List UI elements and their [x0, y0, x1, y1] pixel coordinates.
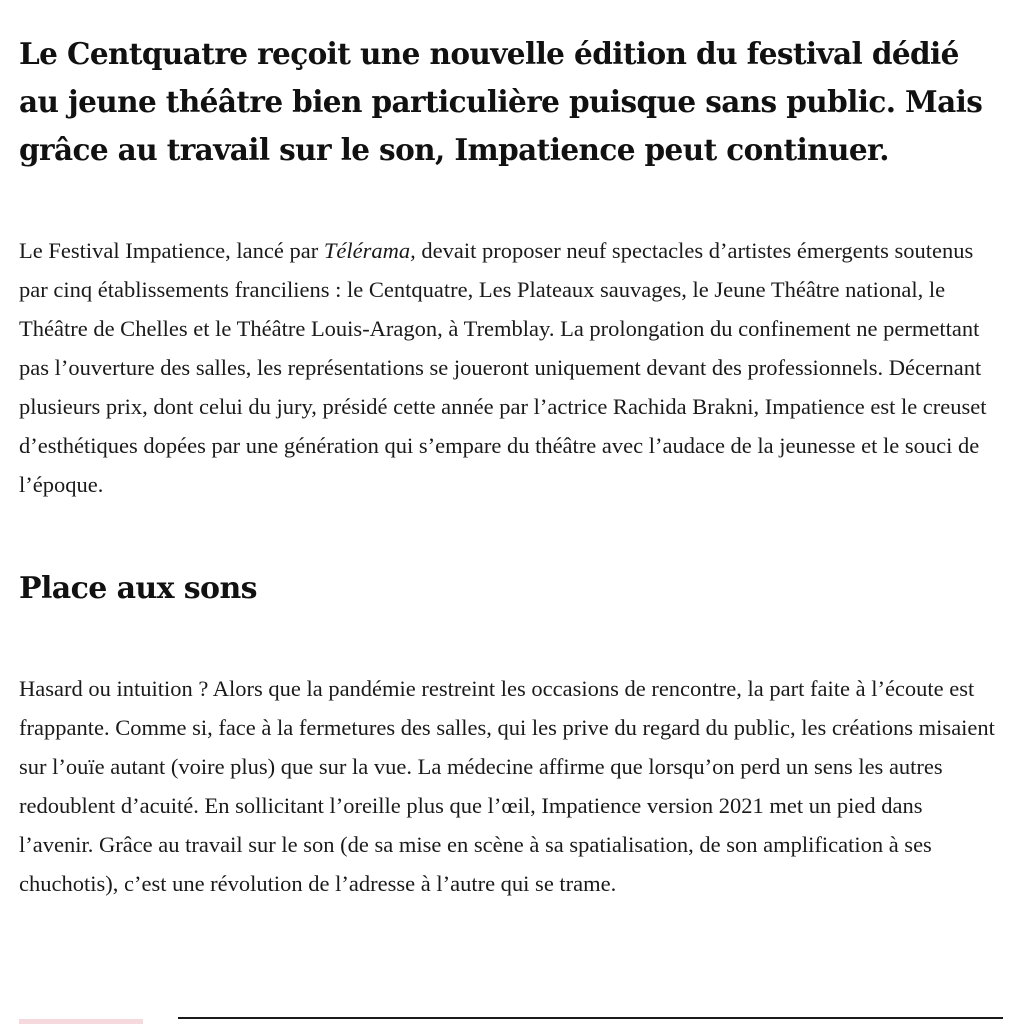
paragraph-text: Le Festival Impatience, lancé par [19, 238, 324, 263]
paragraph-text: devait proposer neuf spectacles d’artistes émergents soutenus par cinq établissements franciliens : le Centquatre, Les Plateaux sauvages, le Jeune Théâtre national, le Théâtre de Chelles et le Théâtre Louis-Aragon, à Tremblay. La prolongation du confinement ne permettant pas l’ouverture des salles, les représentations se joueront uniquement devant des professionnels. Décernant plusieurs prix, dont celui du jury, présidé cette année par l’actrice Rachida Brakni, Impatience est le creuset d’esthétiques dopées par une génération qui s’empare du théâtre avec l’audace de la jeunesse et le souci de l’époque. [19, 238, 987, 497]
footer-tag [19, 1019, 143, 1024]
article-paragraph: Hasard ou intuition ? Alors que la pandémie restreint les occasions de rencontre, la part faite à l’écoute est frappante. Comme si, face à la fermetures des salles, qui les prive du regard du public, les créations misaient sur l’ouïe autant (voire plus) que sur la vue. La médecine affirme que lorsqu’on perd un sens les autres redoublent d’acuité. En sollicitant l’oreille plus que l’œil, Impatience version 2021 met un pied dans l’avenir. Grâce au travail sur le son (de sa mise en scène à sa spatialisation, de son amplification à ses chuchotis), c’est une révolution de l’adresse à l’autre qui se trame. [19, 676, 995, 896]
footer-divider [178, 1017, 1003, 1019]
article-body [19, 30, 999, 903]
publication-name: Télérama, [323, 238, 416, 263]
article-paragraph [19, 231, 999, 504]
section-subheading: Place aux sons [19, 571, 257, 606]
article-lead: Le Centquatre reçoit une nouvelle édition du festival dédié au jeune théâtre bien particulière puisque sans public. Mais grâce au travail sur le son, Impatience peut continuer. [19, 36, 983, 167]
